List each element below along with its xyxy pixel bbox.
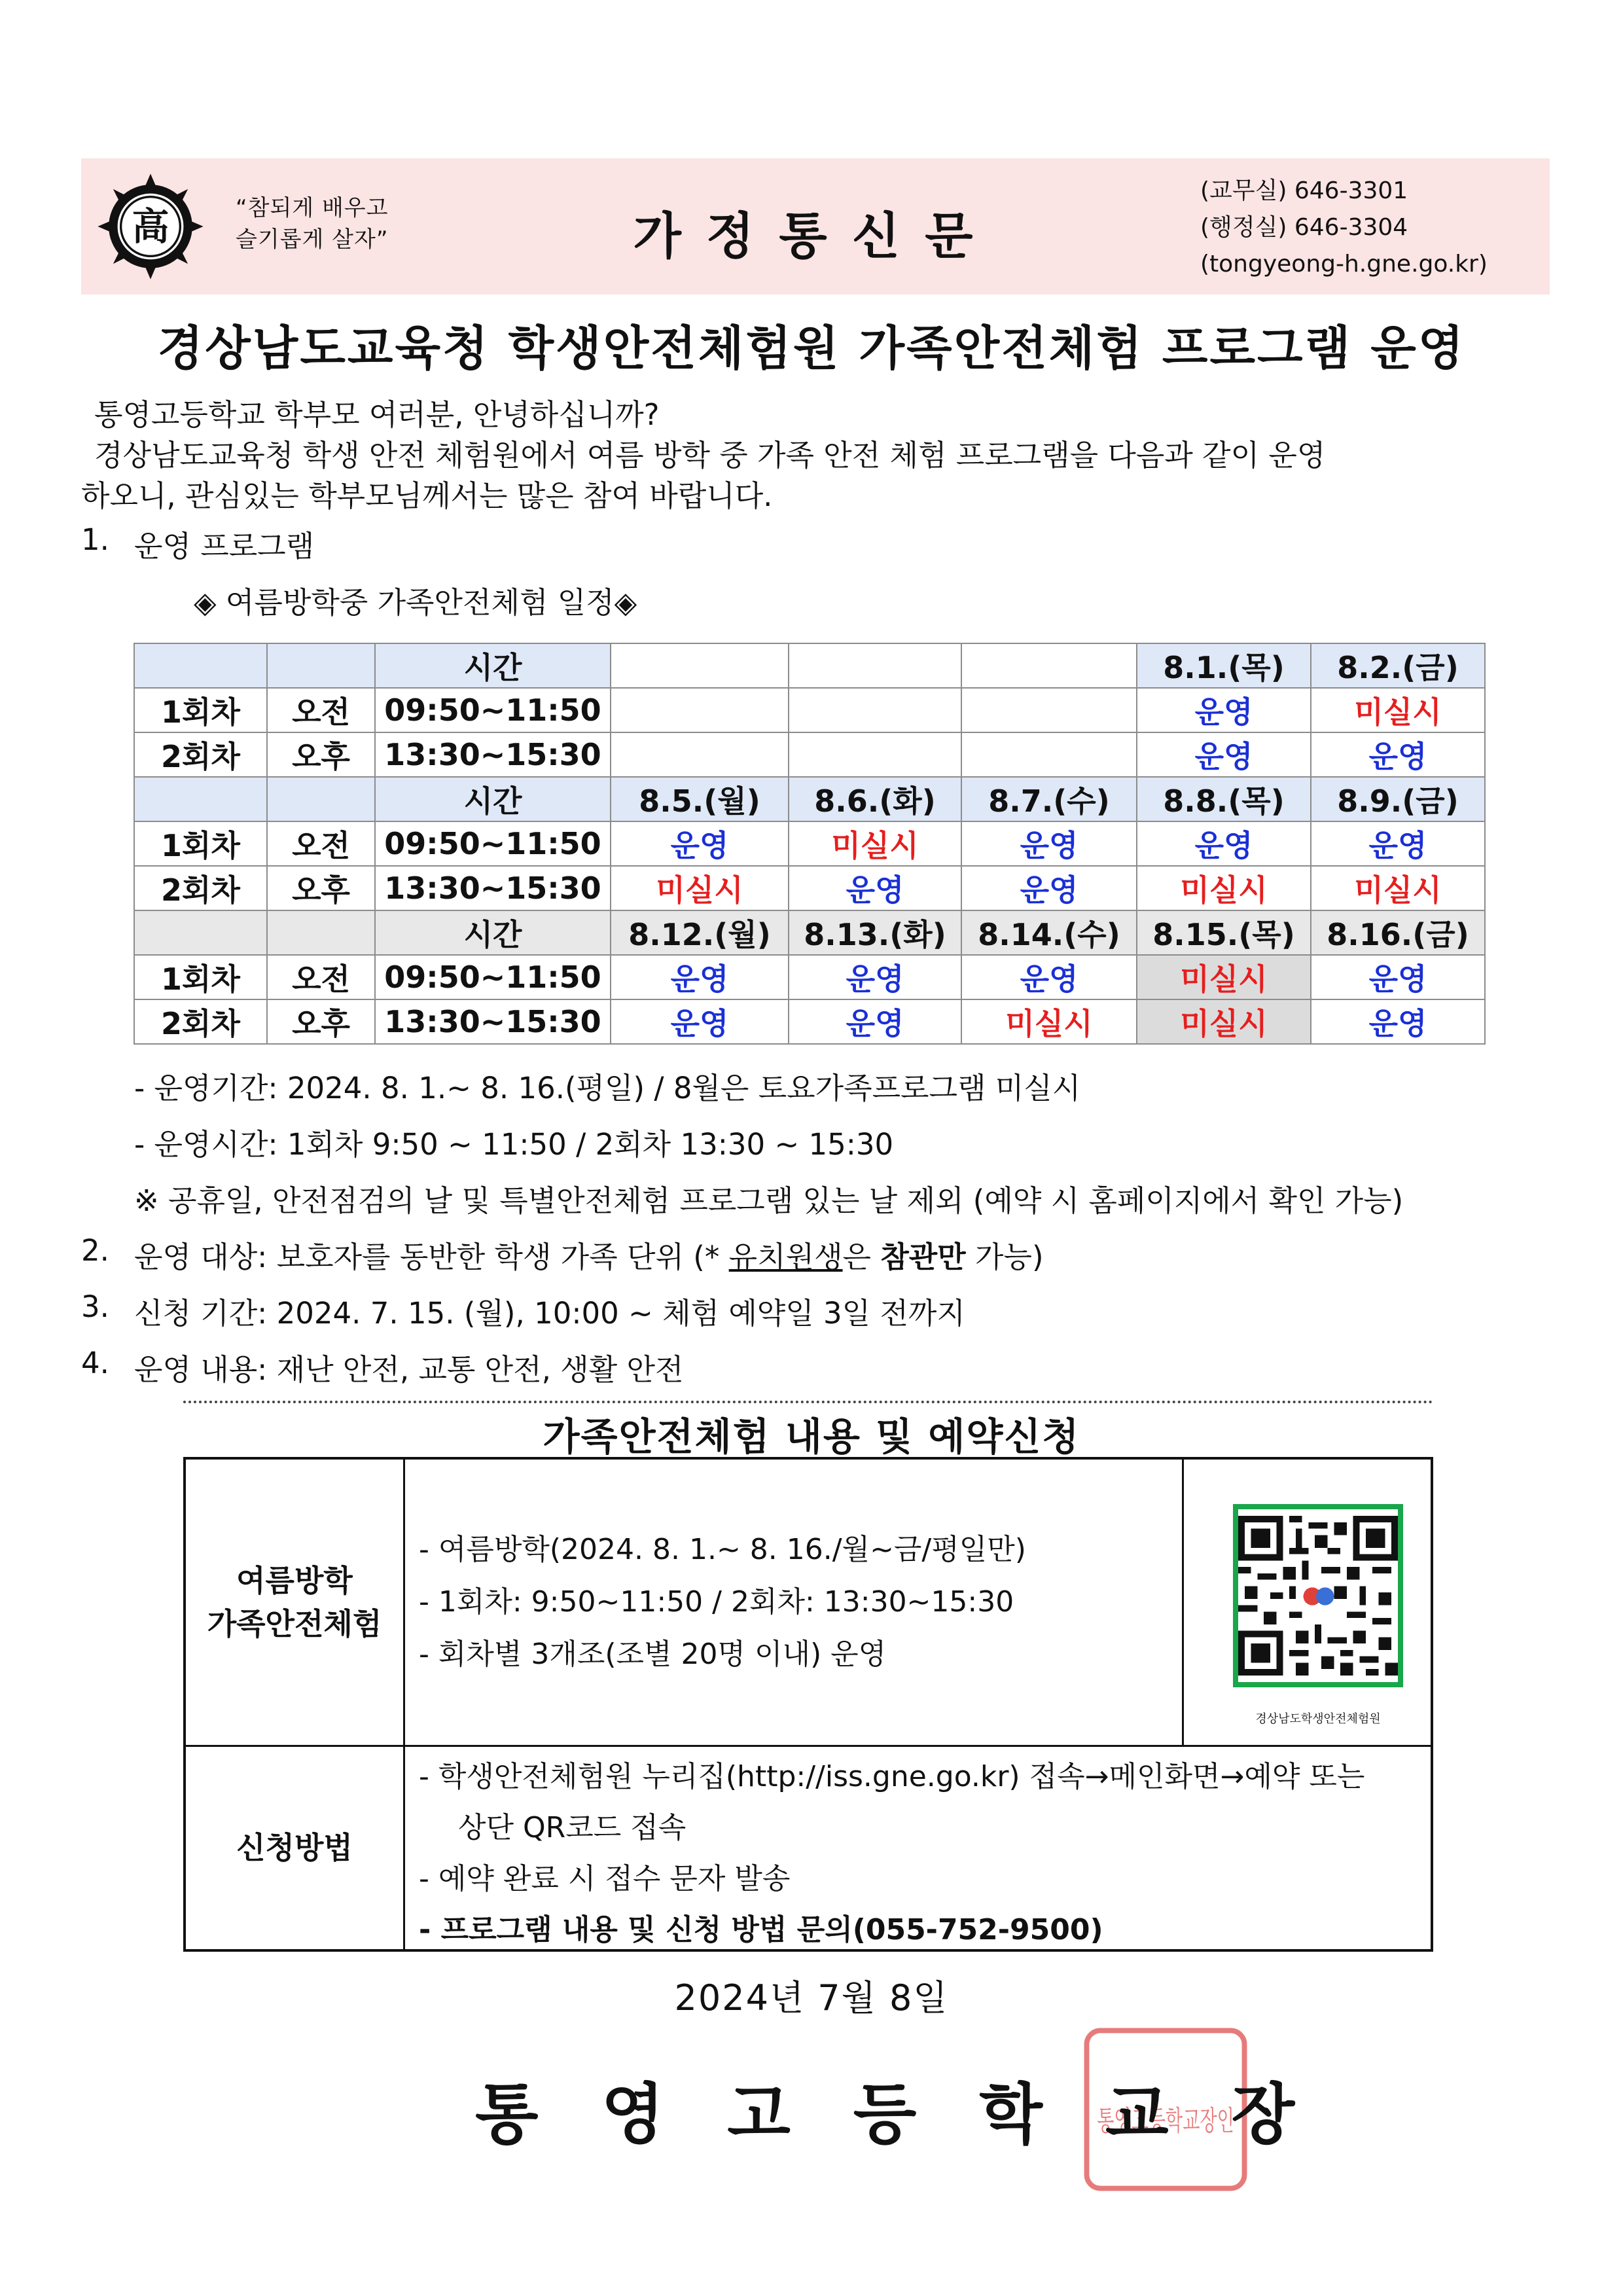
status-cell — [961, 688, 1137, 732]
application-website: - 학생안전체험원 누리집(http://iss.gne.go.kr) 접속→메인화면→예약 또는 — [419, 1760, 1365, 1793]
date-cell: 8.16.(금) — [1311, 910, 1485, 955]
session-label: 1회차 — [134, 688, 267, 732]
letter-header — [81, 158, 1550, 295]
status-cell: 운영 — [1311, 821, 1485, 866]
date-cell: 8.9.(금) — [1311, 777, 1485, 821]
principal-signature: 통영고등학교장 — [475, 2076, 1358, 2153]
program-groups: - 회차별 3개조(조별 20명 이내) 운영 — [419, 1638, 887, 1671]
intro-body-line-1: 경상남도교육청 학생 안전 체험원에서 여름 방학 중 가족 안전 체험 프로그램을 다음과 같이 운영 — [94, 438, 1326, 473]
reservation-box — [183, 1457, 1433, 1952]
qr-code[interactable] — [1233, 1504, 1403, 1687]
reservation-title: 가족안전체험 내용 및 예약신청 — [543, 1414, 1080, 1459]
status-cell: 운영 — [1137, 732, 1311, 777]
section-3-text: 신청 기간: 2024. 7. 15. (월), 10:00 ~ 체험 예약일 3일 전까지 — [134, 1296, 965, 1331]
date-cell — [789, 643, 961, 688]
schedule-table — [134, 643, 1486, 1045]
date-cell — [611, 643, 789, 688]
intro-greeting: 통영고등학교 학부모 여러분, 안녕하십니까? — [94, 397, 660, 432]
status-cell: 운영 — [611, 955, 789, 999]
status-cell: 운영 — [961, 955, 1137, 999]
document-title: 가정통신문 — [633, 207, 998, 265]
box-divider-vertical — [1182, 1460, 1184, 1746]
week-2-session-1-row — [134, 821, 1485, 866]
operation-period: - 운영기간: 2024. 8. 1.~ 8. 16.(평일) / 8월은 토요가족프로그램 미실시 — [134, 1071, 1081, 1105]
application-inquiry: - 프로그램 내용 및 신청 방법 문의(055-752-9500) — [419, 1913, 1103, 1946]
section-2-text — [134, 1233, 1044, 1276]
qr-caption: 경상남도학생안전체험원 — [1255, 1712, 1381, 1726]
status-cell: 미실시 — [1311, 866, 1485, 910]
status-cell: 미실시 — [1137, 999, 1311, 1044]
section-2-suffix: 가능) — [965, 1240, 1044, 1274]
blank-cell — [267, 643, 375, 688]
contact-info — [1200, 173, 1488, 283]
date-cell: 8.15.(목) — [1137, 910, 1311, 955]
program-details — [419, 1524, 1026, 1681]
application-details — [419, 1751, 1364, 1956]
status-cell: 미실시 — [611, 866, 789, 910]
status-cell: 운영 — [961, 866, 1137, 910]
main-title: 경상남도교육청 학생안전체험원 가족안전체험 프로그램 운영 — [157, 321, 1466, 376]
period-label: 오후 — [267, 732, 375, 777]
status-cell: 운영 — [789, 866, 961, 910]
section-4-number: 4. — [81, 1346, 109, 1380]
week-3-session-1-row — [134, 955, 1485, 999]
period-label: 오전 — [267, 688, 375, 732]
status-cell: 미실시 — [1137, 955, 1311, 999]
application-sms: - 예약 완료 시 접수 문자 발송 — [419, 1862, 791, 1895]
application-qr: 상단 QR코드 접속 — [458, 1811, 687, 1844]
label-line-2: 가족안전체험 — [207, 1606, 382, 1641]
session-label: 2회차 — [134, 999, 267, 1044]
session-label: 2회차 — [134, 866, 267, 910]
status-cell: 운영 — [961, 821, 1137, 866]
dotted-divider — [183, 1401, 1433, 1403]
time-range: 09:50~11:50 — [375, 821, 611, 866]
program-sessions: - 1회차: 9:50~11:50 / 2회차: 13:30~15:30 — [419, 1585, 1014, 1619]
summer-program-label — [186, 1460, 403, 1745]
week-3-header-row — [134, 910, 1485, 955]
section-2-prefix: 운영 대상: 보호자를 동반한 학생 가족 단위 (* — [134, 1240, 729, 1274]
section-1-title: 운영 프로그램 — [134, 529, 315, 564]
date-cell: 8.13.(화) — [789, 910, 961, 955]
status-cell: 운영 — [1311, 732, 1485, 777]
exclusion-note: ※ 공휴일, 안전점검의 날 및 특별안전체험 프로그램 있는 날 제외 (예약 시 홈페이지에서 확인 가능) — [134, 1183, 1404, 1218]
section-2-underlined: 유치원생 — [728, 1240, 843, 1274]
period-label: 오후 — [267, 866, 375, 910]
time-range: 09:50~11:50 — [375, 688, 611, 732]
date-cell: 8.12.(월) — [611, 910, 789, 955]
schedule-title: ◈ 여름방학중 가족안전체험 일정◈ — [194, 585, 637, 620]
status-cell: 미실시 — [1311, 688, 1485, 732]
section-3-number: 3. — [81, 1289, 109, 1324]
section-4-text: 운영 내용: 재난 안전, 교통 안전, 생활 안전 — [134, 1352, 684, 1387]
status-cell: 운영 — [611, 999, 789, 1044]
status-cell: 운영 — [1137, 688, 1311, 732]
label-line-1: 여름방학 — [236, 1563, 353, 1598]
status-cell — [611, 732, 789, 777]
week-1-session-2-row — [134, 732, 1485, 777]
box-divider-vertical — [403, 1460, 405, 1949]
date-cell — [961, 643, 1137, 688]
intro-body-line-2: 하오니, 관심있는 학부모님께서는 많은 참여 바랍니다. — [81, 478, 773, 513]
session-label: 1회차 — [134, 821, 267, 866]
motto-line-2: 슬기롭게 살자” — [236, 226, 389, 253]
blank-cell — [267, 910, 375, 955]
week-1-header-row — [134, 643, 1485, 688]
qr-code-icon — [1238, 1516, 1398, 1676]
contact-admin: (행정실) 646-3304 — [1200, 214, 1408, 241]
status-cell: 미실시 — [789, 821, 961, 866]
status-cell: 운영 — [789, 955, 961, 999]
time-label: 시간 — [375, 910, 611, 955]
session-label: 2회차 — [134, 732, 267, 777]
time-label: 시간 — [375, 643, 611, 688]
status-cell: 미실시 — [961, 999, 1137, 1044]
period-label: 오후 — [267, 999, 375, 1044]
time-range: 13:30~15:30 — [375, 732, 611, 777]
section-2-bold: 참관만 — [880, 1240, 966, 1274]
status-cell: 운영 — [1311, 999, 1485, 1044]
status-cell — [611, 688, 789, 732]
session-label: 1회차 — [134, 955, 267, 999]
operation-hours: - 운영시간: 1회차 9:50 ~ 11:50 / 2회차 13:30 ~ 15:30 — [134, 1127, 894, 1162]
status-cell: 운영 — [611, 821, 789, 866]
issue-date: 2024년 7월 8일 — [674, 1977, 949, 2018]
period-label: 오전 — [267, 821, 375, 866]
status-cell: 운영 — [1311, 955, 1485, 999]
contact-website: (tongyeong-h.gne.go.kr) — [1200, 251, 1488, 278]
time-label: 시간 — [375, 777, 611, 821]
status-cell — [789, 732, 961, 777]
date-cell: 8.1.(목) — [1137, 643, 1311, 688]
blank-cell — [267, 777, 375, 821]
application-method-label: 신청방법 — [236, 1830, 353, 1865]
status-cell: 운영 — [789, 999, 961, 1044]
section-2-number: 2. — [81, 1233, 109, 1268]
time-range: 13:30~15:30 — [375, 999, 611, 1044]
section-1-number: 1. — [81, 522, 109, 557]
section-2-mid: 은 — [842, 1240, 881, 1274]
emblem-char: 高 — [132, 205, 169, 249]
week-1-session-1-row — [134, 688, 1485, 732]
time-range: 09:50~11:50 — [375, 955, 611, 999]
status-cell: 운영 — [1137, 821, 1311, 866]
motto-line-1: “참되게 배우고 — [236, 195, 389, 221]
date-cell: 8.7.(수) — [961, 777, 1137, 821]
date-cell: 8.6.(화) — [789, 777, 961, 821]
status-cell: 미실시 — [1137, 866, 1311, 910]
date-cell: 8.14.(수) — [961, 910, 1137, 955]
week-3-session-2-row — [134, 999, 1485, 1044]
status-cell — [961, 732, 1137, 777]
date-cell: 8.8.(목) — [1137, 777, 1311, 821]
time-range: 13:30~15:30 — [375, 866, 611, 910]
blank-cell — [134, 643, 267, 688]
blank-cell — [134, 910, 267, 955]
date-cell: 8.5.(월) — [611, 777, 789, 821]
date-cell: 8.2.(금) — [1311, 643, 1485, 688]
contact-office: (교무실) 646-3301 — [1200, 177, 1408, 204]
week-2-session-2-row — [134, 866, 1485, 910]
status-cell — [789, 688, 961, 732]
period-label: 오전 — [267, 955, 375, 999]
week-2-header-row — [134, 777, 1485, 821]
program-period: - 여름방학(2024. 8. 1.~ 8. 16./월~금/평일만) — [419, 1533, 1026, 1566]
blank-cell — [134, 777, 267, 821]
seal-text: 통영고등학교장인 — [1097, 2104, 1234, 2137]
